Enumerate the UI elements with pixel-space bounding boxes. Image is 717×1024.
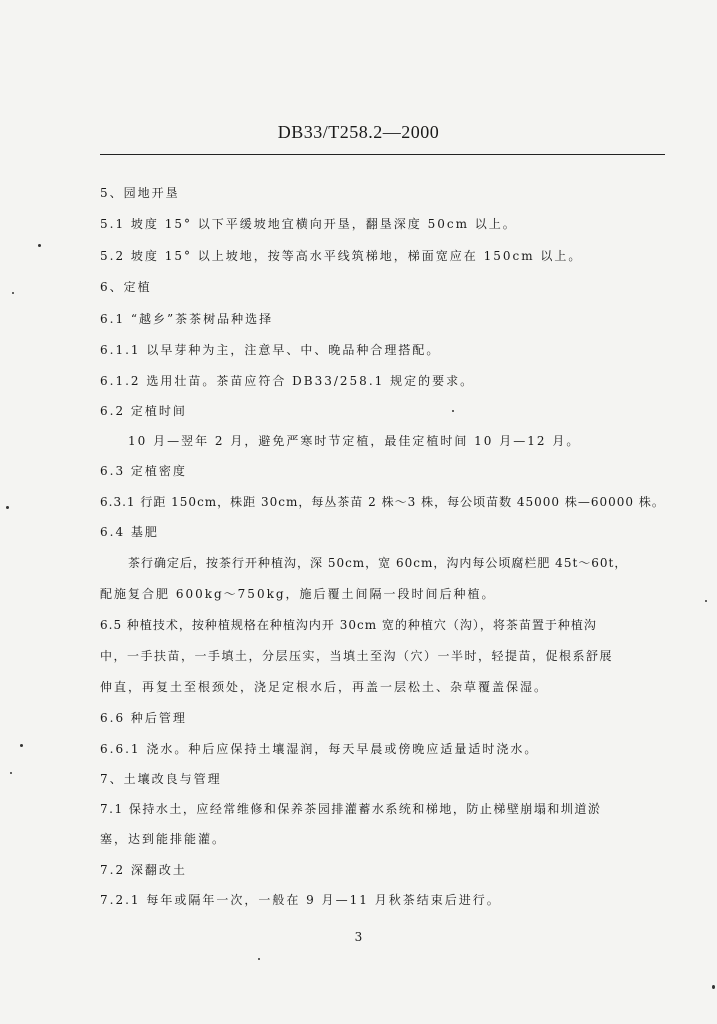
clause-5-2: 5.2 坡度 15° 以上坡地，按等高水平线筑梯地，梯面宽应在 150cm 以上。 — [100, 249, 583, 263]
scan-speck — [258, 958, 260, 960]
clause-7-1-line-2: 塞，达到能排能灌。 — [100, 832, 227, 846]
scan-speck — [10, 772, 12, 774]
clause-6-5-line-2: 中，一手扶苗，一手填土，分层压实，当填土至沟（穴）一半时，轻提苗，促根系舒展 — [100, 649, 614, 663]
clause-6-3: 6.3 定植密度 — [100, 464, 187, 478]
clause-6-1: 6.1 “越乡”茶茶树品种选择 — [100, 312, 274, 326]
scan-speck — [12, 292, 14, 294]
clause-7-2-1: 7.2.1 每年或隔年一次，一般在 9 月—11 月秋茶结束后进行。 — [100, 893, 501, 907]
clause-6-5-line-1: 6.5 种植技术，按种植规格在种植沟内开 30cm 宽的种植穴（沟），将茶苗置于种植沟 — [100, 618, 597, 632]
scan-speck — [452, 410, 454, 412]
header-rule — [100, 154, 665, 155]
scan-speck — [20, 744, 23, 747]
scan-speck — [6, 506, 9, 509]
clause-6-2: 6.2 定植时间 — [100, 404, 187, 418]
clause-6-4-text-2: 配施复合肥 600kg～750kg，施后覆土间隔一段时间后种植。 — [100, 587, 496, 601]
clause-6-6: 6.6 种后管理 — [100, 711, 187, 725]
clause-6-1-1: 6.1.1 以早芽种为主，注意早、中、晚品种合理搭配。 — [100, 343, 441, 357]
clause-6-4-text-1: 茶行确定后，按茶行开种植沟，深 50cm，宽 60cm，沟内每公顷腐栏肥 45t～60t， — [128, 556, 628, 570]
section-7-heading: 7、土壤改良与管理 — [100, 772, 222, 786]
page-number: 3 — [354, 930, 363, 944]
clause-6-4: 6.4 基肥 — [100, 525, 159, 539]
section-5-heading: 5、园地开垦 — [100, 186, 180, 200]
clause-6-3-1: 6.3.1 行距 150cm，株距 30cm，每丛茶苗 2 株～3 株，每公顷苗数 45000 株—60000 株。 — [100, 495, 665, 509]
scan-speck — [712, 985, 715, 989]
clause-6-1-2: 6.1.2 选用壮苗。茶苗应符合 DB33/258.1 规定的要求。 — [100, 374, 475, 388]
clause-7-2: 7.2 深翻改土 — [100, 863, 187, 877]
section-6-heading: 6、定植 — [100, 280, 152, 294]
scan-speck — [705, 600, 707, 602]
scan-speck — [38, 244, 41, 247]
clause-6-5-line-3: 伸直，再复土至根颈处，浇足定根水后，再盖一层松土、杂草覆盖保湿。 — [100, 680, 549, 694]
clause-6-2-text: 10 月—翌年 2 月，避免严寒时节定植，最佳定植时间 10 月—12 月。 — [128, 434, 581, 448]
clause-7-1-line-1: 7.1 保持水土，应经常维修和保养茶园排灌蓄水系统和梯地，防止梯壁崩塌和圳道淤 — [100, 802, 602, 816]
clause-5-1: 5.1 坡度 15° 以下平缓坡地宜横向开垦，翻垦深度 50cm 以上。 — [100, 217, 517, 231]
document-code-header: DB33/T258.2—2000 — [277, 122, 440, 142]
clause-6-6-1: 6.6.1 浇水。种后应保持土壤湿润，每天早晨或傍晚应适量适时浇水。 — [100, 742, 539, 756]
